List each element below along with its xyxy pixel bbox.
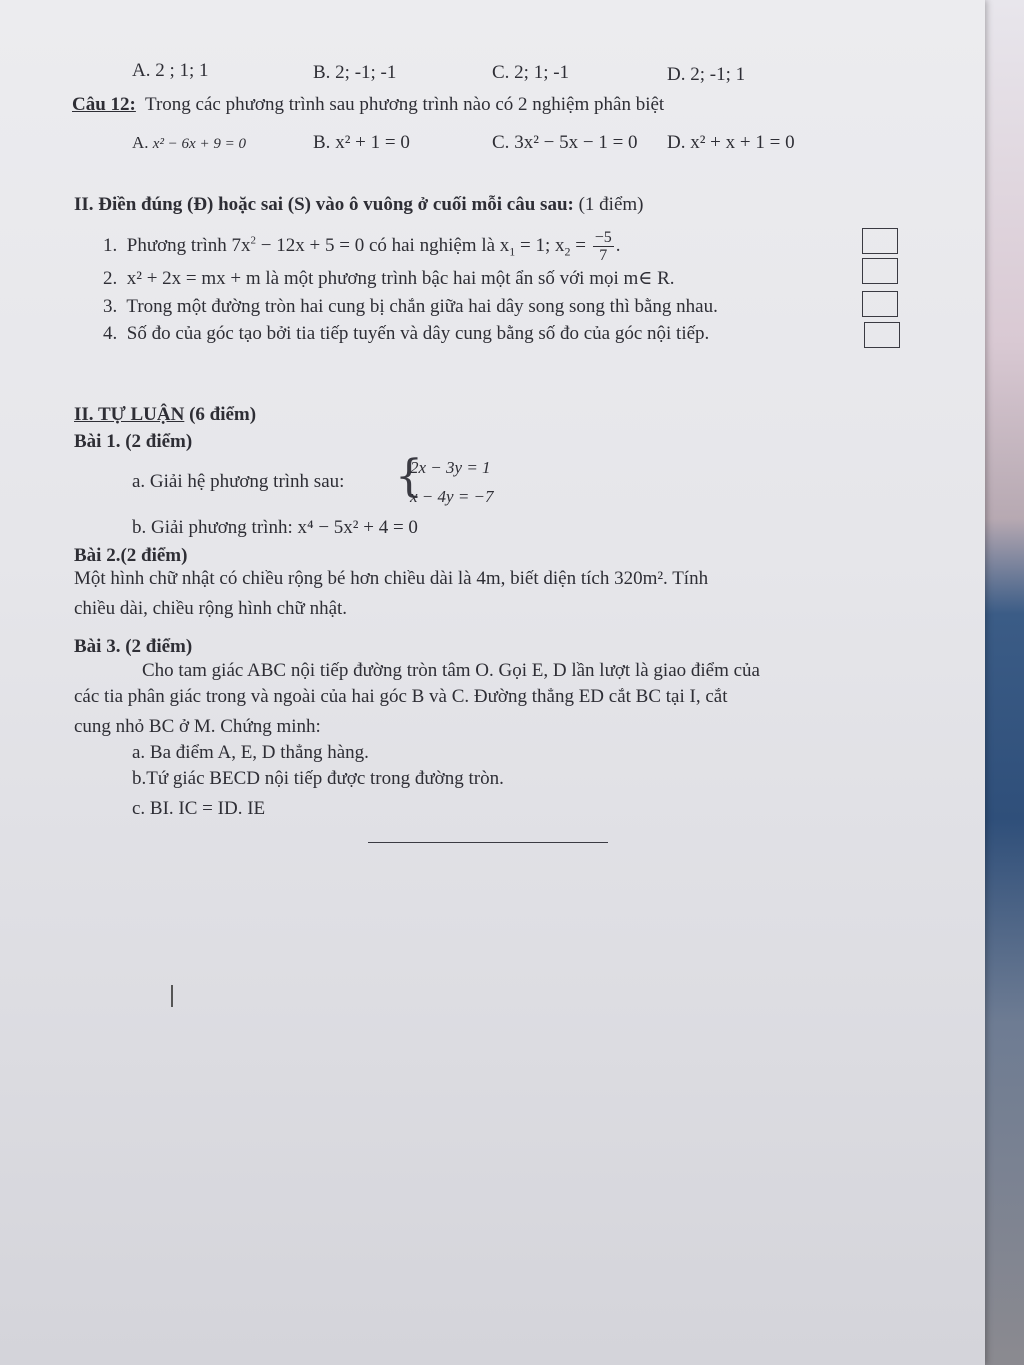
ink-mark [171, 985, 173, 1007]
bai2-title: Bài 2.(2 điểm) [74, 545, 188, 566]
essay-heading-text: II. TỰ LUẬN [74, 404, 185, 425]
tf-item-2 [103, 268, 675, 290]
bai3-part-c: c. BI. IC = ID. IE [132, 798, 266, 819]
tf-item-3-text: Trong một đường tròn hai cung bị chắn giữa hai dây song song thì bằng nhau. [126, 296, 718, 317]
q11-option-a: A. 2 ; 1; 1 [132, 60, 209, 81]
bai3-part-b: b.Tứ giác BECD nội tiếp được trong đường tròn. [132, 768, 504, 789]
tf-item-1: 1. Phương trình $7x^2 - 12x + 5 = 0$ có hai nghiệm là $x_1 = 1$; $x_2$ = $\frac{-5}{7}$ . [103, 229, 621, 264]
bai3-title: Bài 3. (2 điểm) [74, 636, 193, 657]
tf-item-4-text: Số đo của góc tạo bởi tia tiếp tuyến và dây cung bằng số đo của góc nội tiếp. [126, 323, 710, 344]
q11-option-d: D. 2; -1; 1 [667, 64, 746, 85]
answer-box-1[interactable] [862, 228, 898, 254]
q12-text: Trong các phương trình sau phương trình nào có 2 nghiệm phân biệt [145, 94, 665, 115]
tf-item-4-number: 4. [103, 323, 118, 344]
tf-item-1-text-d: = [570, 234, 587, 256]
bai2-line-1: Một hình chữ nhật có chiều rộng bé hơn chiều dài là 4m, biết diện tích 320m². Tính [74, 568, 709, 589]
bai1-part-b: b. Giải phương trình: x⁴ − 5x² + 4 = 0 [132, 517, 418, 538]
fraction-denominator: 7 [599, 247, 608, 264]
bai3-line-2: các tia phân giác trong và ngoài của hai góc B và C. Đường thẳng ED cắt BC tại I, cắt [74, 686, 728, 707]
tf-item-1-number: 1. [103, 234, 118, 256]
bai3-part-a: a. Ba điểm A, E, D thẳng hàng. [132, 742, 369, 763]
system-brace: { [395, 451, 423, 502]
q12-option-b-equation: x² + 1 = 0 [335, 132, 410, 153]
bai1-title: Bài 1. (2 điểm) [74, 431, 193, 452]
system-equation-2: x − 4y = −7 [410, 487, 494, 506]
tf-item-1-text-c: = 1; x [515, 234, 565, 256]
q12-question [72, 94, 664, 116]
tf-item-2-number: 2. [103, 268, 118, 289]
end-rule [368, 842, 608, 843]
q11-option-c: C. 2; 1; -1 [492, 62, 570, 83]
q12-option-b [313, 132, 410, 154]
essay-points: (6 điểm) [189, 404, 257, 425]
q12-option-d [667, 132, 795, 154]
bai3-line-3: cung nhỏ BC ở M. Chứng minh: [74, 716, 321, 737]
answer-box-3[interactable] [862, 291, 898, 317]
tf-item-1-text-a: Phương trình 7x [126, 234, 251, 256]
tf-item-3 [103, 296, 718, 318]
fraction-numerator: −5 [594, 229, 612, 246]
system-equation-1: 2x − 3y = 1 [410, 458, 491, 477]
tf-item-1-fraction [593, 229, 614, 264]
q12-option-a [132, 132, 246, 155]
essay-heading [74, 404, 256, 426]
true-false-heading-text: II. Điền đúng (Đ) hoặc sai (S) vào ô vuông ở cuối mỗi câu sau: [74, 194, 574, 215]
q12-option-c-equation: 3x² − 5x − 1 = 0 [514, 132, 638, 153]
true-false-heading [74, 194, 644, 216]
tf-item-4 [103, 323, 709, 345]
q12-option-b-label: B. [313, 132, 331, 153]
q12-option-a-equation: x² − 6x + 9 = 0 [152, 136, 246, 152]
q12-label: Câu 12: [72, 94, 136, 115]
q12-option-d-label: D. [667, 132, 686, 153]
answer-box-4[interactable] [864, 322, 900, 348]
answer-box-2[interactable] [862, 258, 898, 284]
q12-option-c [492, 132, 638, 154]
tf-item-1-text-b: − 12x + 5 = 0 có hai nghiệm là x [256, 234, 510, 256]
q12-option-c-label: C. [492, 132, 510, 153]
bai1-part-a: a. Giải hệ phương trình sau: [132, 471, 345, 492]
tf-item-2-text: x² + 2x = mx + m là một phương trình bậc hai một ẩn số với mọi m∈ R. [126, 268, 675, 289]
tf-item-3-number: 3. [103, 296, 118, 317]
bai3-line-1: Cho tam giác ABC nội tiếp đường tròn tâm O. Gọi E, D lần lượt là giao điểm của [142, 660, 760, 681]
q12-option-d-equation: x² + x + 1 = 0 [690, 132, 795, 153]
q12-option-a-label: A. [132, 133, 149, 152]
true-false-points: (1 điểm) [578, 194, 644, 215]
bai2-line-2: chiều dài, chiều rộng hình chữ nhật. [74, 598, 348, 619]
q11-option-b: B. 2; -1; -1 [313, 62, 397, 83]
